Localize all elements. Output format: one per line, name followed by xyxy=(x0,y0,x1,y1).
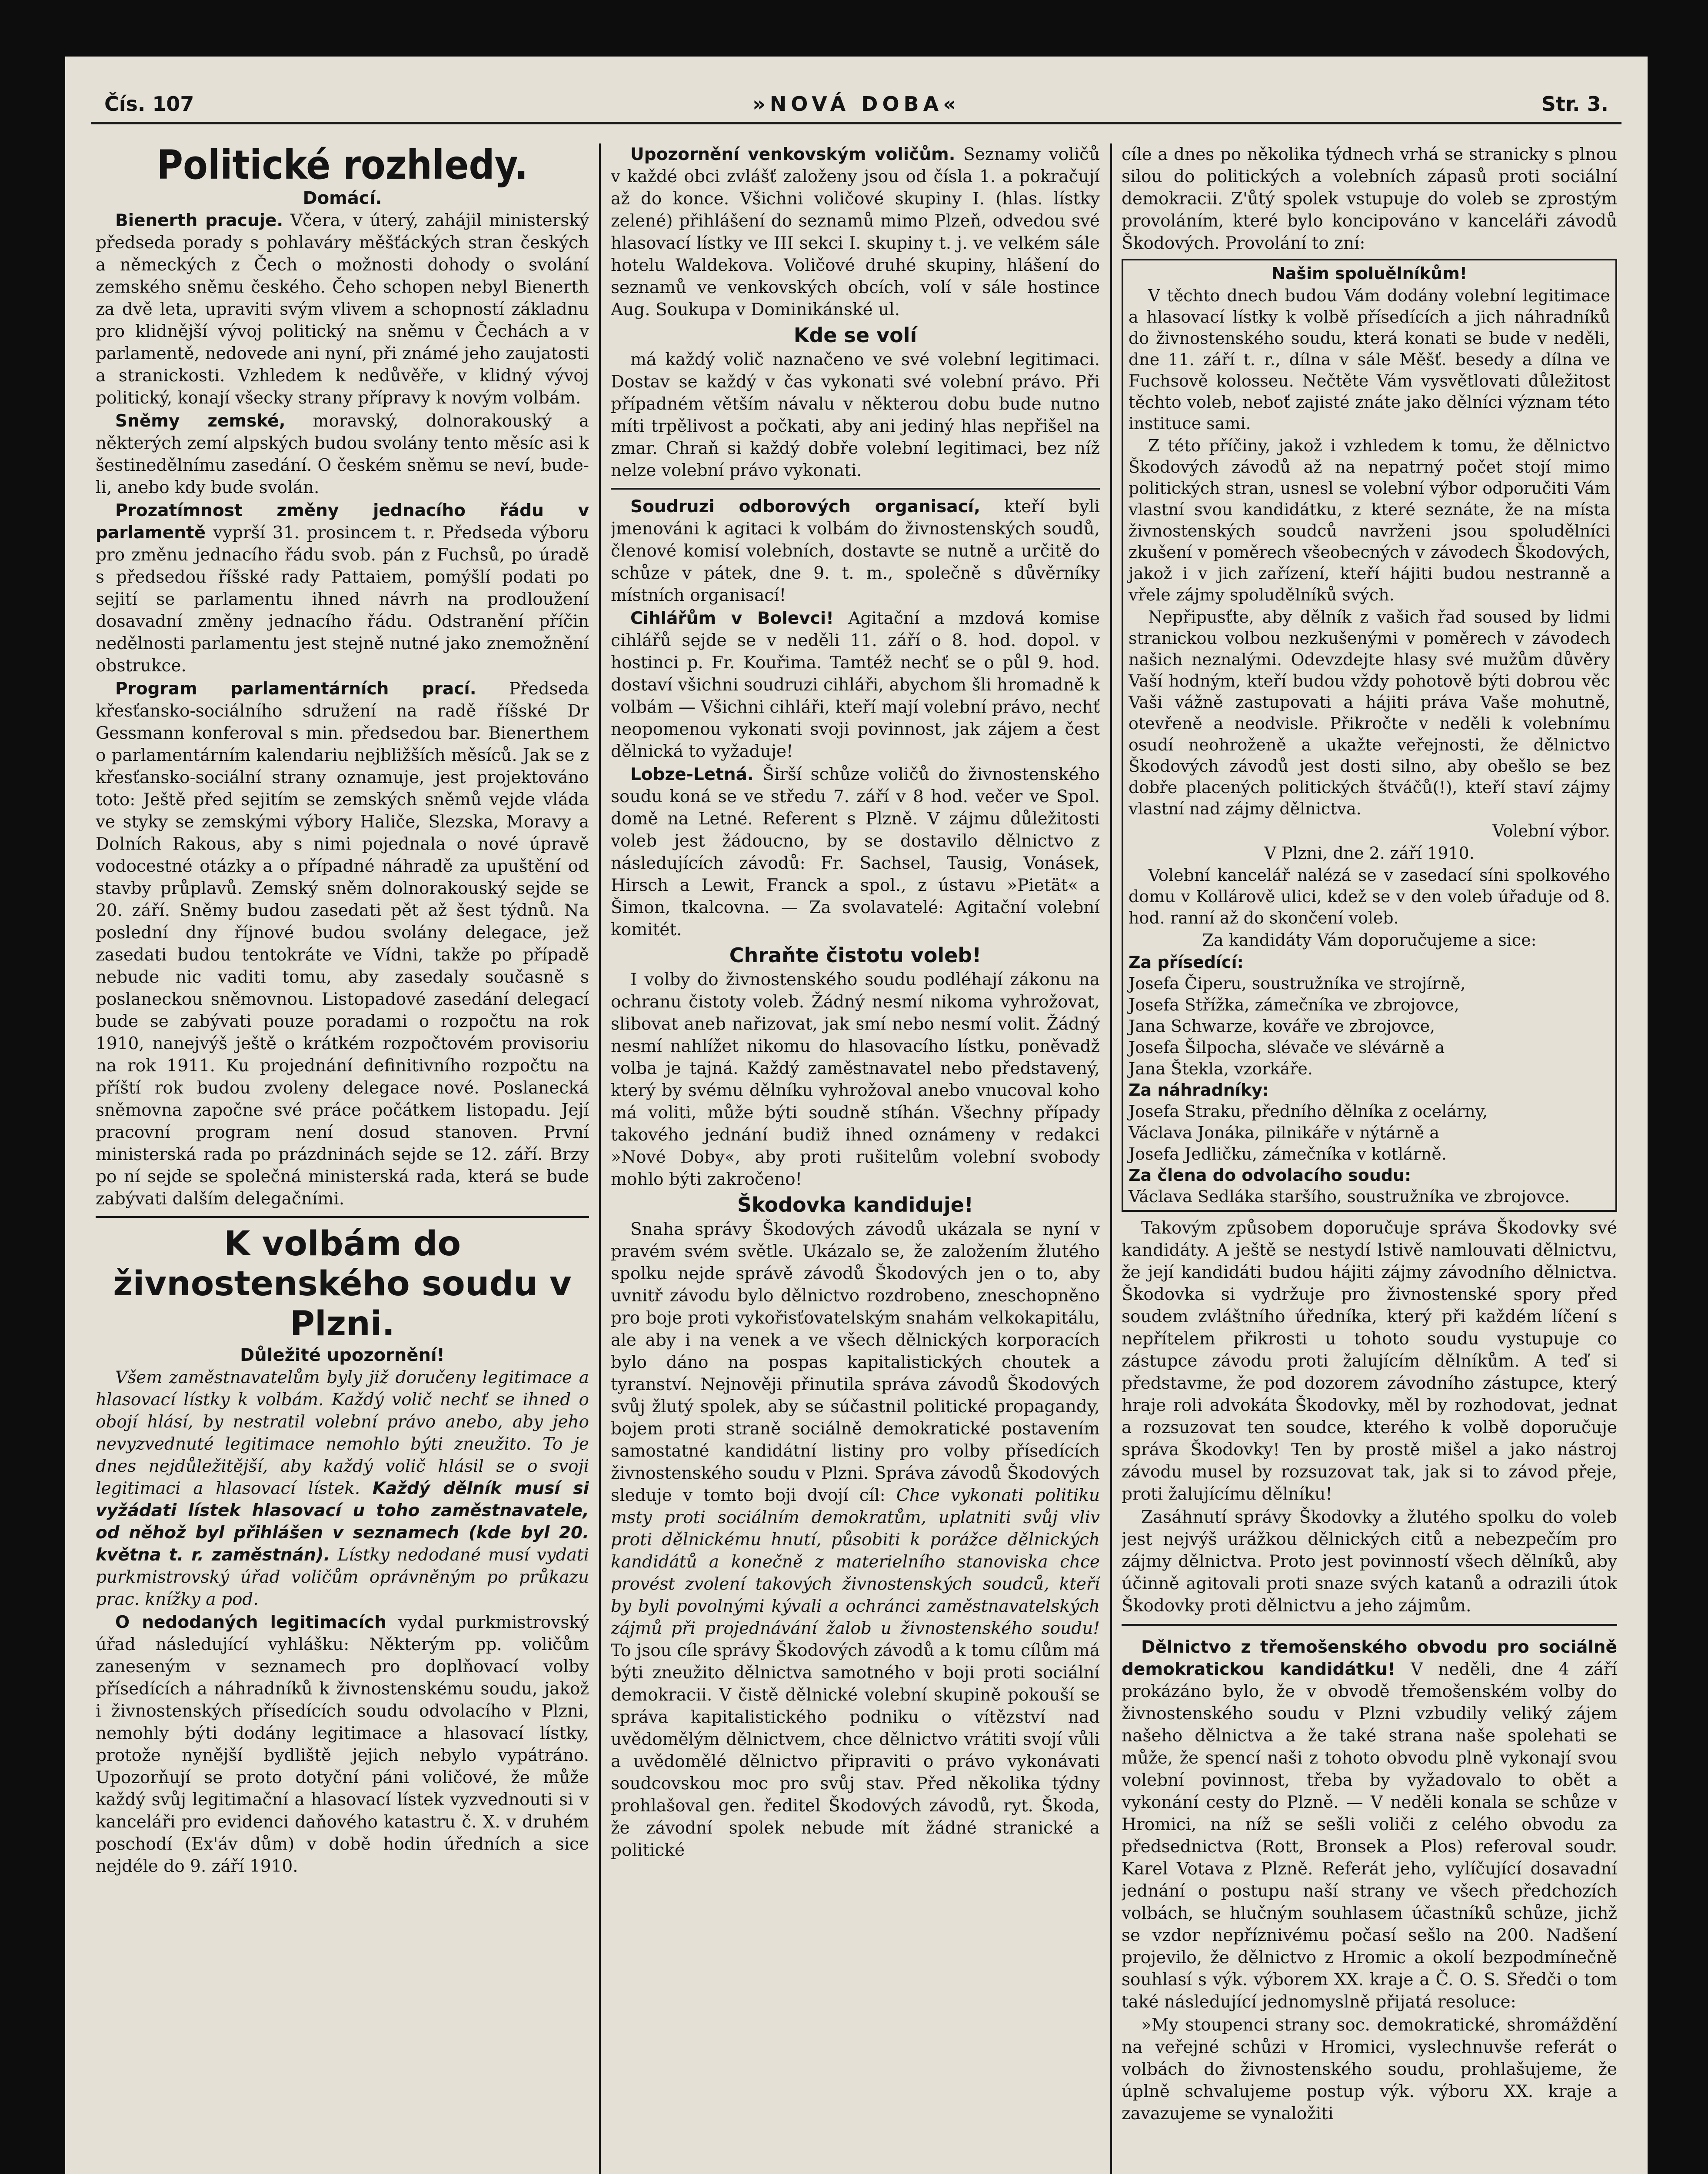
article-paragraph: Všem zaměstnavatelům byly již doručeny legitimace a hlasovací lístky k volbám. Každý volič nechť se ihned o obojí hlásí, by nestratil volební právo anebo, aby jeho nevyzvednuté legitimace nemohlo býti zneužito. To je dnes nejdůležitější, aby každý volič hlásil se o svoji legitimaci a hlasovací lístek. Každý dělník musí si vyžádati lístek hlasovací u toho zaměstnavatele, od něhož byl přihlášen v seznamech (kde byl 20. května t. r. zaměstnán). Lístky nedodané musí vydati purkmistrovský úřad voličům oprávněným po průkazu prac. knížky a pod. xyxy=(96,1368,589,1609)
proclamation-paragraph: Nepřipusťte, aby dělník z vašich řad soused by lidmi stranickou volbou nezkušenými v poměrech v závodech našich neznalými. Odevzdejte hlasy své mužům důvěry Vaší hodným, kteří budou vždy pohotově býti dobrou věc Vaši vážně zastupovati a hájiti práva Vaše mohutně, otevřeně a neodvisle. Přikročte v neděli k volebnímu osudí neohroženě a ukažte veřejnosti, že dělnictvo Škodových závodů jest dosti silno, aby obešlo se bez dobře placených politických štváčů(!), kteří staví zájmy vlastní nad zájmy dělnictva. xyxy=(1129,607,1610,818)
article-subtitle: Důležité upozornění! xyxy=(240,1345,445,1365)
proclamation-signature: Volební výbor. xyxy=(1492,821,1610,840)
proclamation-paragraph: Z této příčiny, jakož i vzhledem k tomu, že dělnictvo Škodových závodů až na nepatrný počet stojí mimo politických stran, usnesl se volební výbor odporučiti Vám vlastní svou kandidátku, z které seznáte, že na místa živnostenských soudců navrženi jsou spoludělníci zkušení v poměrech všeobecných v závodech Škodových, jakož i v jich zařízení, kteří hájiti budou nestranně a vřele zájmy spoludělníků svých. xyxy=(1129,436,1610,604)
article-paragraph: Lobze-Letná. Širší schůze voličů do živnostenského soudu koná se ve středu 7. září v 8 hod. večer ve Spol. domě na Letné. Referent s Plzně. V zájmu důležitosti voleb jest žádoucno, by se dostavilo dělnictvo z následujících závodů: Fr. Sachsel, Tausig, Vonásek, Hirsch a Lewit, Franck a spol., z ústavu »Pietät« a Šimon, tkalcovna. — Za svolavatelé: Agitační volební komitét. xyxy=(611,765,1100,940)
article-paragraph: Zasáhnutí správy Škodovky a žlutého spolku do voleb jest nejvýš urážkou dělnických citů a nebezpečím pro zájmy dělnictva. Proto jest povinností všech dělníků, aby účinně agitovali proti snaze svých katanů a odrazili útok Škodovky proti dělnictvu a jeho zájmům. xyxy=(1122,1507,1617,1616)
column-2 xyxy=(611,143,1100,2174)
column-1 xyxy=(96,143,589,2174)
article-paragraph: Dělnictvo z třemošenského obvodu pro sociálně demokratickou kandidátku! V neděli, dne 4 září prokázáno bylo, že v obvodě třemošenském volby do živnostenského soudu v Plzni vzbudily veliký zájem našeho dělnictva a že také strana naše spolehati se může, že spencí naši z tohoto obvodu plně vykonají svou volební povinnost, třeba by vyžadovalo to obět a vykonání cesty do Plzně. — V neděli konala se schůze v Hromici, na níž se sešli voliči z celého obvodu za předsednictva (Rott, Bronsek a Plos) referoval soudr. Karel Votava z Plzně. Referát jeho, vylíčující dosavadní jednání o postupu naší strany ve všech předchozích volbách, se hlučným souhlasem účastníků schůze, jichž se vzdor nepříznivému počasí sešlo na 200. Nadšení projevilo, že dělnictvo z Hromic a okolí bezpodmínečně souhlasí s výk. výborem XX. kraje a Č. O. S. Sředči o tom také následující jednomyslně přijatá resoluce: xyxy=(1122,1637,1617,2012)
paper-title: »NOVÁ DOBA« xyxy=(752,92,960,116)
divider xyxy=(611,488,1100,490)
article-paragraph: I volby do živnostenského soudu podléhají zákonu na ochranu čistoty voleb. Žádný nesmí nikoma vyhrožovat, slibovat aneb nařizovat, jak smí nebo nesmí volit. Žádný nesmí nahlížet nikomu do hlasovacího lístku, poněvadž volba je tajná. Každý zaměstnavatel nebo představený, který by svému dělníku vyhrožoval anebo vnucoval koho má voliti, může býti soudně stíhán. Všechny případy takového jednání budiž ihned oznámeny v redakci »Nové Doby«, aby proti rušitelům volební svobody mohlo býti zakročeno! xyxy=(611,970,1100,1189)
candidate-item: Jana Schwarze, kováře ve zbrojovce, xyxy=(1129,1017,1435,1036)
proclamation-paragraph: Volební kancelář nalézá se v zasedací síni spolkového domu v Kollárově ulici, kdež se v den voleb úřaduje od 8. hod. ranní až do skončení voleb. xyxy=(1129,866,1610,927)
candidate-item: Václava Sedláka staršího, soustružníka ve zbrojovce. xyxy=(1129,1187,1570,1206)
article-paragraph: Snaha správy Škodových závodů ukázala se nyní v pravém svém světle. Ukázalo se, že založením žlutého spolku nejde správě závodů Škodových jen o to, aby uvnitř závodu bylo dělnictvo rozdrobeno, zneschopněno pro boje proti vykořisťovatelským snahám velkokapitálu, ale aby i na venek a ve všech dělnických korporacích bylo dáno na pospas kapitalistických choutek a tyranství. Nejnověji přinutila správa závodů Škodových svůj žlutý spolek, aby se súčastnil politické propagandy, bojem proti straně sociálně demokratické postavením samostatné kandidátní listiny pro volby přísedících živnostenského soudu v Plzni. Správa závodů Škodových sleduje v tomto boji dvojí cíl: Chce vykonati politiku msty proti sociálním demokratům, uplatniti svůj vliv proti dělnickému hnutí, působiti k porážce dělnických kandidátů a konečně z materielního stanoviska chce provést zvolení takových živnostenských soudců, kteří by byli povolnými kývali a ochránci zaměstnavatelských zájmů při projednávání žalob u živnostenského soudu! To jsou cíle správy Škodových závodů a k tomu cílům má býti zneužito dělnictva samotného v boji proti sociální demokracii. V čistě dělnické volební skupině pokouší se správa kapitalistického podniku o vítězství nad uvědomělým dělnictvem, chce dělnictvo vrátiti svojí vůli a uvědomělé dělnictvo připraviti o právo vykonávati soudcovskou moc pro svůj stav. Před několika týdny prohlašoval gen. ředitel Škodových závodů, ryt. Škoda, že závodní spolek nebude mít žádné stranické a politické xyxy=(611,1220,1100,1860)
newspaper-page xyxy=(65,57,1648,2174)
candidate-item: Josefa Čiperu, soustružníka ve strojírně, xyxy=(1129,974,1466,993)
candidate-item: Josefa Šilpocha, slévače ve slévárně a xyxy=(1129,1038,1445,1057)
article-paragraph: cíle a dnes po několika týdnech vrhá se stranicky s plnou silou do politických a volebních zápasů proti sociální demokracii. Z'ůtý spolek vstupuje do voleb se zprostým provoláním, které bylo koncipováno v kanceláři závodů Škodových. Provolání to zní: xyxy=(1122,145,1617,253)
section-subtitle: Domácí. xyxy=(303,188,382,208)
candidate-group-heading: Za náhradníky: xyxy=(1129,1080,1269,1100)
heading-chrante-cistotu: Chraňte čistotu voleb! xyxy=(729,944,982,967)
candidate-item: Jana Štekla, vzorkáře. xyxy=(1129,1059,1313,1078)
divider xyxy=(96,1216,589,1218)
article-paragraph: Upozornění venkovským voličům. Seznamy voličů v každé obci zvlášť založeny jsou od čísla 1. a pokračují až do konce. Všichni voličové skupiny I. (hlas. lístky zelené) přihlášení do seznamů mimo Plzeň, odvedou své hlasovací lístky ve III sekci I. skupiny t. j. ve velkém sále hotelu Waldekova. Voličové druhé skupiny, hlášení do seznamů ve venkovských obcích, volí v sále hostince Aug. Soukupa v Dominikánské ul. xyxy=(611,145,1100,320)
proclamation-date: V Plzni, dne 2. září 1910. xyxy=(1264,844,1475,863)
candidate-list xyxy=(1129,952,1610,1207)
candidate-group-heading: Za přísedící: xyxy=(1129,953,1244,972)
column-rule xyxy=(1110,143,1112,2174)
article-paragraph: Program parlamentárních prací. Předseda křesťansko-sociálního sdružení na radě říšské Dr Gessmann konferoval s min. předsedou bar. Bienerthem o parlamentárním kalendariu nejbližších měsíců. Jak se z křesťansko-sociální strany oznamuje, jest projektováno toto: Ještě před sejitím se zemských sněmů vejde vláda ve styky se zemskými výbory Haliče, Slezska, Moravy a Dolních Rakous, aby s nimi pojednala o nové úpravě vodocestné otázky a o případné náhradě za upuštění od stavby průplavů. Zemský sněm dolnorakouský sejde se 20. září. Sněmy budou zasedati pět až šest týdnů. Na poslední dny říjnové budou svolány delegace, jež zasedati budou tentokráte ve Vídni, takže po případě nebude nic vaditi tomu, aby zasedaly současně s poslaneckou sněmovnou. Listopadové zasedání delegací bude se zabývati pouze poradami o rozpočtu na rok 1910, nanejvýš ještě o krátkém rozpočtovém provisoriu na rok 1911. Ku projednání definitivního rozpočtu na příští rok budou zvoleny delegace nové. Poslanecká sněmovna započne své práce počátkem listopadu. Její pracovní program není dosud stanoven. První ministerská rada po prázdninách sejde se 12. září. Brzy po ní sejde se společná ministerská rada, která se bude zabývati dalším delegačními. xyxy=(96,679,589,1209)
candidate-item: Josefa Straku, předního dělníka z ocelárny, xyxy=(1129,1102,1488,1121)
article-paragraph: Takovým způsobem doporučuje správa Škodovky své kandidáty. A ještě se nestydí lstivě namlouvati dělnictvu, že její kandidáti budou hájiti zájmy závodního dělnictva. Škodovka si vydržuje pro živnostenské spory před soudem zvláštního úředníka, který při každém líčení s nepřítelem přikrosti u tohoto soudu vystupuje co zástupce závodu proti žalujícím dělníkům. A teď si představme, že pod dozorem závodního zástupce, který hraje roli advokáta Škodovky, měl by rozhodovat, jednat a rozsuzovat ten soudce, kterého k volbě doporučuje správa Škodovky! Ten by prostě mišel a jako nástroj závodu musel by rozsuzovat tak, jak si to závod přeje, proti žalujícímu dělníku! xyxy=(1122,1218,1617,1504)
article-title: K volbám do živnostenského soudu v Plzni. xyxy=(113,1224,572,1344)
article-paragraph: má každý volič naznačeno ve své volební legitimaci. Dostav se každý v čas vykonati své volební právo. Při případném větším návalu v některou dobu bude nutno míti trpělivost a počkati, aby ani jediný hlas nepřišel na zmar. Chraň si každý dobře volební legitimaci, bez níž nelze volební právo vykonati. xyxy=(611,350,1100,480)
issue-number: Čís. 107 xyxy=(104,92,194,116)
column-rule xyxy=(599,143,601,2174)
article-paragraph: O nedodaných legitimacích vydal purkmistrovský úřad následující vyhlášku: Některým pp. voličům zaneseným v seznamech pro doplňovací volby přísedících a náhradníků k živnostenskému soudu, jakož i živnostenských přísedících soudu odvolacího v Plzni, nemohly býti dodány legitimace a hlasovací lístky, protože nynější bydliště jejich nebylo vypátráno. Upozorňují se proto dotyční páni voličové, že může každý svůj legitimační a hlasovací lístek vyzvednouti si v kanceláři pro evidenci daňového katastru č. X. v druhém poschodí (Ex'áv dům) v době hodin úředních a sice nejdéle do 9. září 1910. xyxy=(96,1613,589,1876)
candidate-item: Josefa Jedličku, zámečníka v kotlárně. xyxy=(1129,1144,1447,1164)
article-paragraph: Prozatímnost změny jednacího řádu v parlamentě vyprší 31. prosincem t. r. Předseda výboru pro změnu jednacího řádu svob. pán z Fuchsů, po úradě s předsedou říšské rady Pattaiem, pomýšlí podati po sejití se parlamentu ihned návrh na prodloužení dosavadní změny jednacího řádu. Odstranění příčin nedělnosti parlamentu jest stejně nutné jako znemožnění obstrukce. xyxy=(96,501,589,676)
article-paragraph: Cihlářům v Bolevci! Agitační a mzdová komise cihlářů sejde se v neděli 11. září o 8. hod. dopol. v hostinci p. Fr. Kouřima. Tamtéž nechť se o půl 9. hod. dostaví všichni soudruzi cihláři, abychom šli hromadně k volbám — Všichni cihláři, kteří mají volební právo, nechť neopomenou vykonati svoji povinnost, jak zájem a čest dělnická to vyžaduje! xyxy=(611,609,1100,761)
quoted-proclamation xyxy=(1122,259,1617,1212)
article-paragraph: Bienerth pracuje. Včera, v úterý, zahájil ministerský předseda porady s pohlaváry měšťáckých stran českých a německých z Čech o možnosti dohody o svolání zemského sněmu českého. Čeho schopen nebyl Bienerth za dvě leta, upraviti svým vlivem a schopností základnu pro klidnější vývoj politický na sněmu v Čechách a v parlamentě, nedovede ani nyní, při známé jeho zaujatosti a stranickosti. Vzhledem k nedůvěře, v klidný vývoj politický, konají všecky strany přípravy k novým volbám. xyxy=(96,211,589,408)
section-title: Politické rozhledy. xyxy=(156,143,528,188)
candidate-group-heading: Za člena do odvolacího soudu: xyxy=(1129,1166,1412,1185)
candidate-item: Václava Jonáka, pilnikáře v nýtárně a xyxy=(1129,1123,1439,1142)
page-header xyxy=(91,83,1621,124)
divider xyxy=(1122,1624,1617,1626)
heading-skodovka: Škodovka kandiduje! xyxy=(737,1193,973,1217)
proclamation-paragraph: V těchto dnech budou Vám dodány volební legitimace a hlasovací lístky k volbě přísedících a jich náhradníků do živnostenského soudu, která konati se bude v neděli, dne 11. září t. r., dílna v sále Měšť. besedy a dílna ve Fuchsově kolosseu. Nečtěte Vám vysvětlovati důležitost těchto voleb, neboť zajisté znáte jako dělníci význam této instituce sami. xyxy=(1129,286,1610,433)
heading-kde-se-voli: Kde se volí xyxy=(793,323,917,347)
article-paragraph: Sněmy zemské, moravský, dolnorakouský a některých zemí alpských budou svolány tento měsíc asi k šestinedělnímu zasedání. O českém sněmu se neví, bude-li, anebo kdy bude svolán. xyxy=(96,411,589,497)
page-number: Str. 3. xyxy=(1541,92,1608,116)
article-paragraph: »My stoupenci strany soc. demokratické, shromáždění na veřejné schůzi v Hromici, vyslechnuvše referát o volbách do živnostenského soudu, prohlašujeme, že úplně schvalujeme postup výk. výboru XX. kraje a zavazujeme se vynaložiti xyxy=(1122,2015,1617,2124)
proclamation-title: Našim spoluělníkům! xyxy=(1271,264,1468,283)
article-paragraph: Soudruzi odborových organisací, kteří byli jmenováni k agitaci k volbám do živnostenských soudů, členové komisí volebních, dostavte se nutně a určitě do schůze v pátek, dne 9. t. m., společně s důvěrníky místních organisací! xyxy=(611,497,1100,605)
candidates-intro: Za kandidáty Vám doporučujeme a sice: xyxy=(1202,930,1537,950)
column-3 xyxy=(1122,143,1617,2174)
candidate-item: Josefa Střížka, zámečníka ve zbrojovce, xyxy=(1129,995,1459,1014)
